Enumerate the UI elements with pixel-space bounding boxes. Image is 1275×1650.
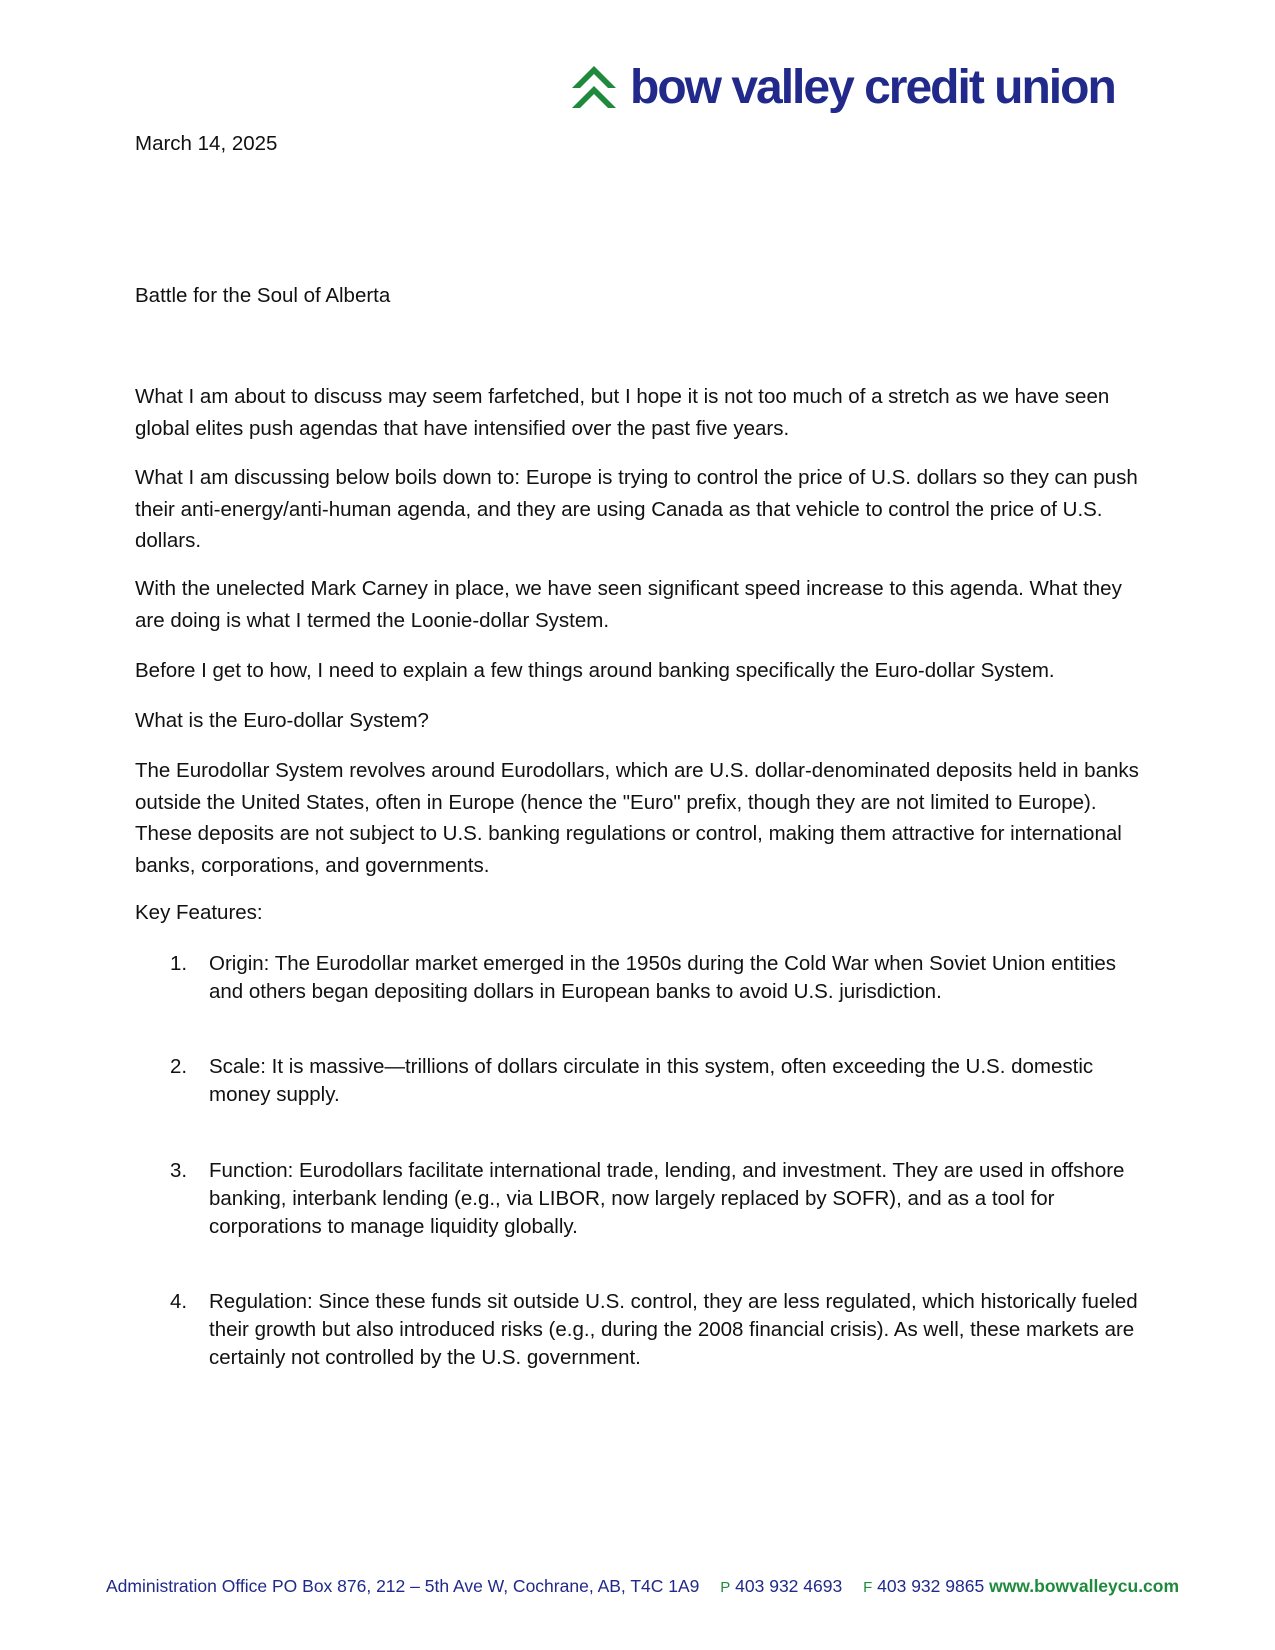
list-item xyxy=(135,950,1140,1006)
list-number: 3. xyxy=(170,1159,188,1182)
paragraph: The Eurodollar System revolves around Eurodollars, which are U.S. dollar-denominated deposits held in banks outside the United States, often in Europe (hence the "Euro" prefix, though they are not limited to Europe). These deposits are not subject to U.S. banking regulations or control, making them attractive for international banks, corporations, and governments. xyxy=(135,759,1139,877)
letter-title: Battle for the Soul of Alberta xyxy=(135,284,391,307)
list-item xyxy=(135,1053,1140,1109)
paragraph: What I am discussing below boils down to: Europe is trying to control the price of U.S. dollars so they can push their anti-energy/anti-human agenda, and they are using Canada as that vehicle to control the price of U.S. dollars. xyxy=(135,466,1138,552)
list-number: 4. xyxy=(170,1290,188,1313)
list-item xyxy=(135,1157,1140,1241)
list-number: 1. xyxy=(170,952,188,975)
list-text: Function: Eurodollars facilitate international trade, lending, and investment. They are used in offshore banking, interbank lending (e.g., via LIBOR, now largely replaced by SOFR), and as a tool for corporations to manage liquidity globally. xyxy=(209,1159,1125,1238)
paragraph: What is the Euro-dollar System? xyxy=(135,709,429,732)
logo-text: bow valley credit union xyxy=(630,61,1115,114)
footer-website[interactable]: www.bowvalleycu.com xyxy=(989,1576,1180,1596)
list-text: Scale: It is massive—trillions of dollars circulate in this system, often exceeding the U.S. domestic money supply. xyxy=(209,1055,1094,1106)
list-text: Origin: The Eurodollar market emerged in the 1950s during the Cold War when Soviet Union entities and others began depositing dollars in European banks to avoid U.S. jurisdiction. xyxy=(209,952,1117,1003)
list-item xyxy=(135,1288,1140,1372)
footer-phone: 403 932 4693 xyxy=(735,1576,843,1596)
letter-date: March 14, 2025 xyxy=(135,132,278,155)
footer-address: Administration Office PO Box 876, 212 – 5th Ave W, Cochrane, AB, T4C 1A9 xyxy=(106,1576,700,1596)
footer xyxy=(106,1576,1179,1597)
paragraph: Key Features: xyxy=(135,901,263,924)
double-chevron-up-icon xyxy=(570,64,618,112)
paragraph: What I am about to discuss may seem farfetched, but I hope it is not too much of a stretch as we have seen global elites push agendas that have intensified over the past five years. xyxy=(135,385,1110,440)
logo xyxy=(570,61,1115,114)
footer-phone-label: P xyxy=(720,1579,731,1596)
footer-fax-label: F xyxy=(863,1579,873,1596)
list-text: Regulation: Since these funds sit outside U.S. control, they are less regulated, which historically fueled their growth but also introduced risks (e.g., during the 2008 financial crisis). As well, these markets are certainly not controlled by the U.S. government. xyxy=(209,1290,1138,1369)
list-number: 2. xyxy=(170,1055,188,1078)
paragraph: Before I get to how, I need to explain a few things around banking specifically the Euro-dollar System. xyxy=(135,659,1055,682)
paragraph: With the unelected Mark Carney in place, we have seen significant speed increase to this agenda. What they are doing is what I termed the Loonie-dollar System. xyxy=(135,577,1122,632)
footer-fax: 403 932 9865 xyxy=(877,1576,985,1596)
